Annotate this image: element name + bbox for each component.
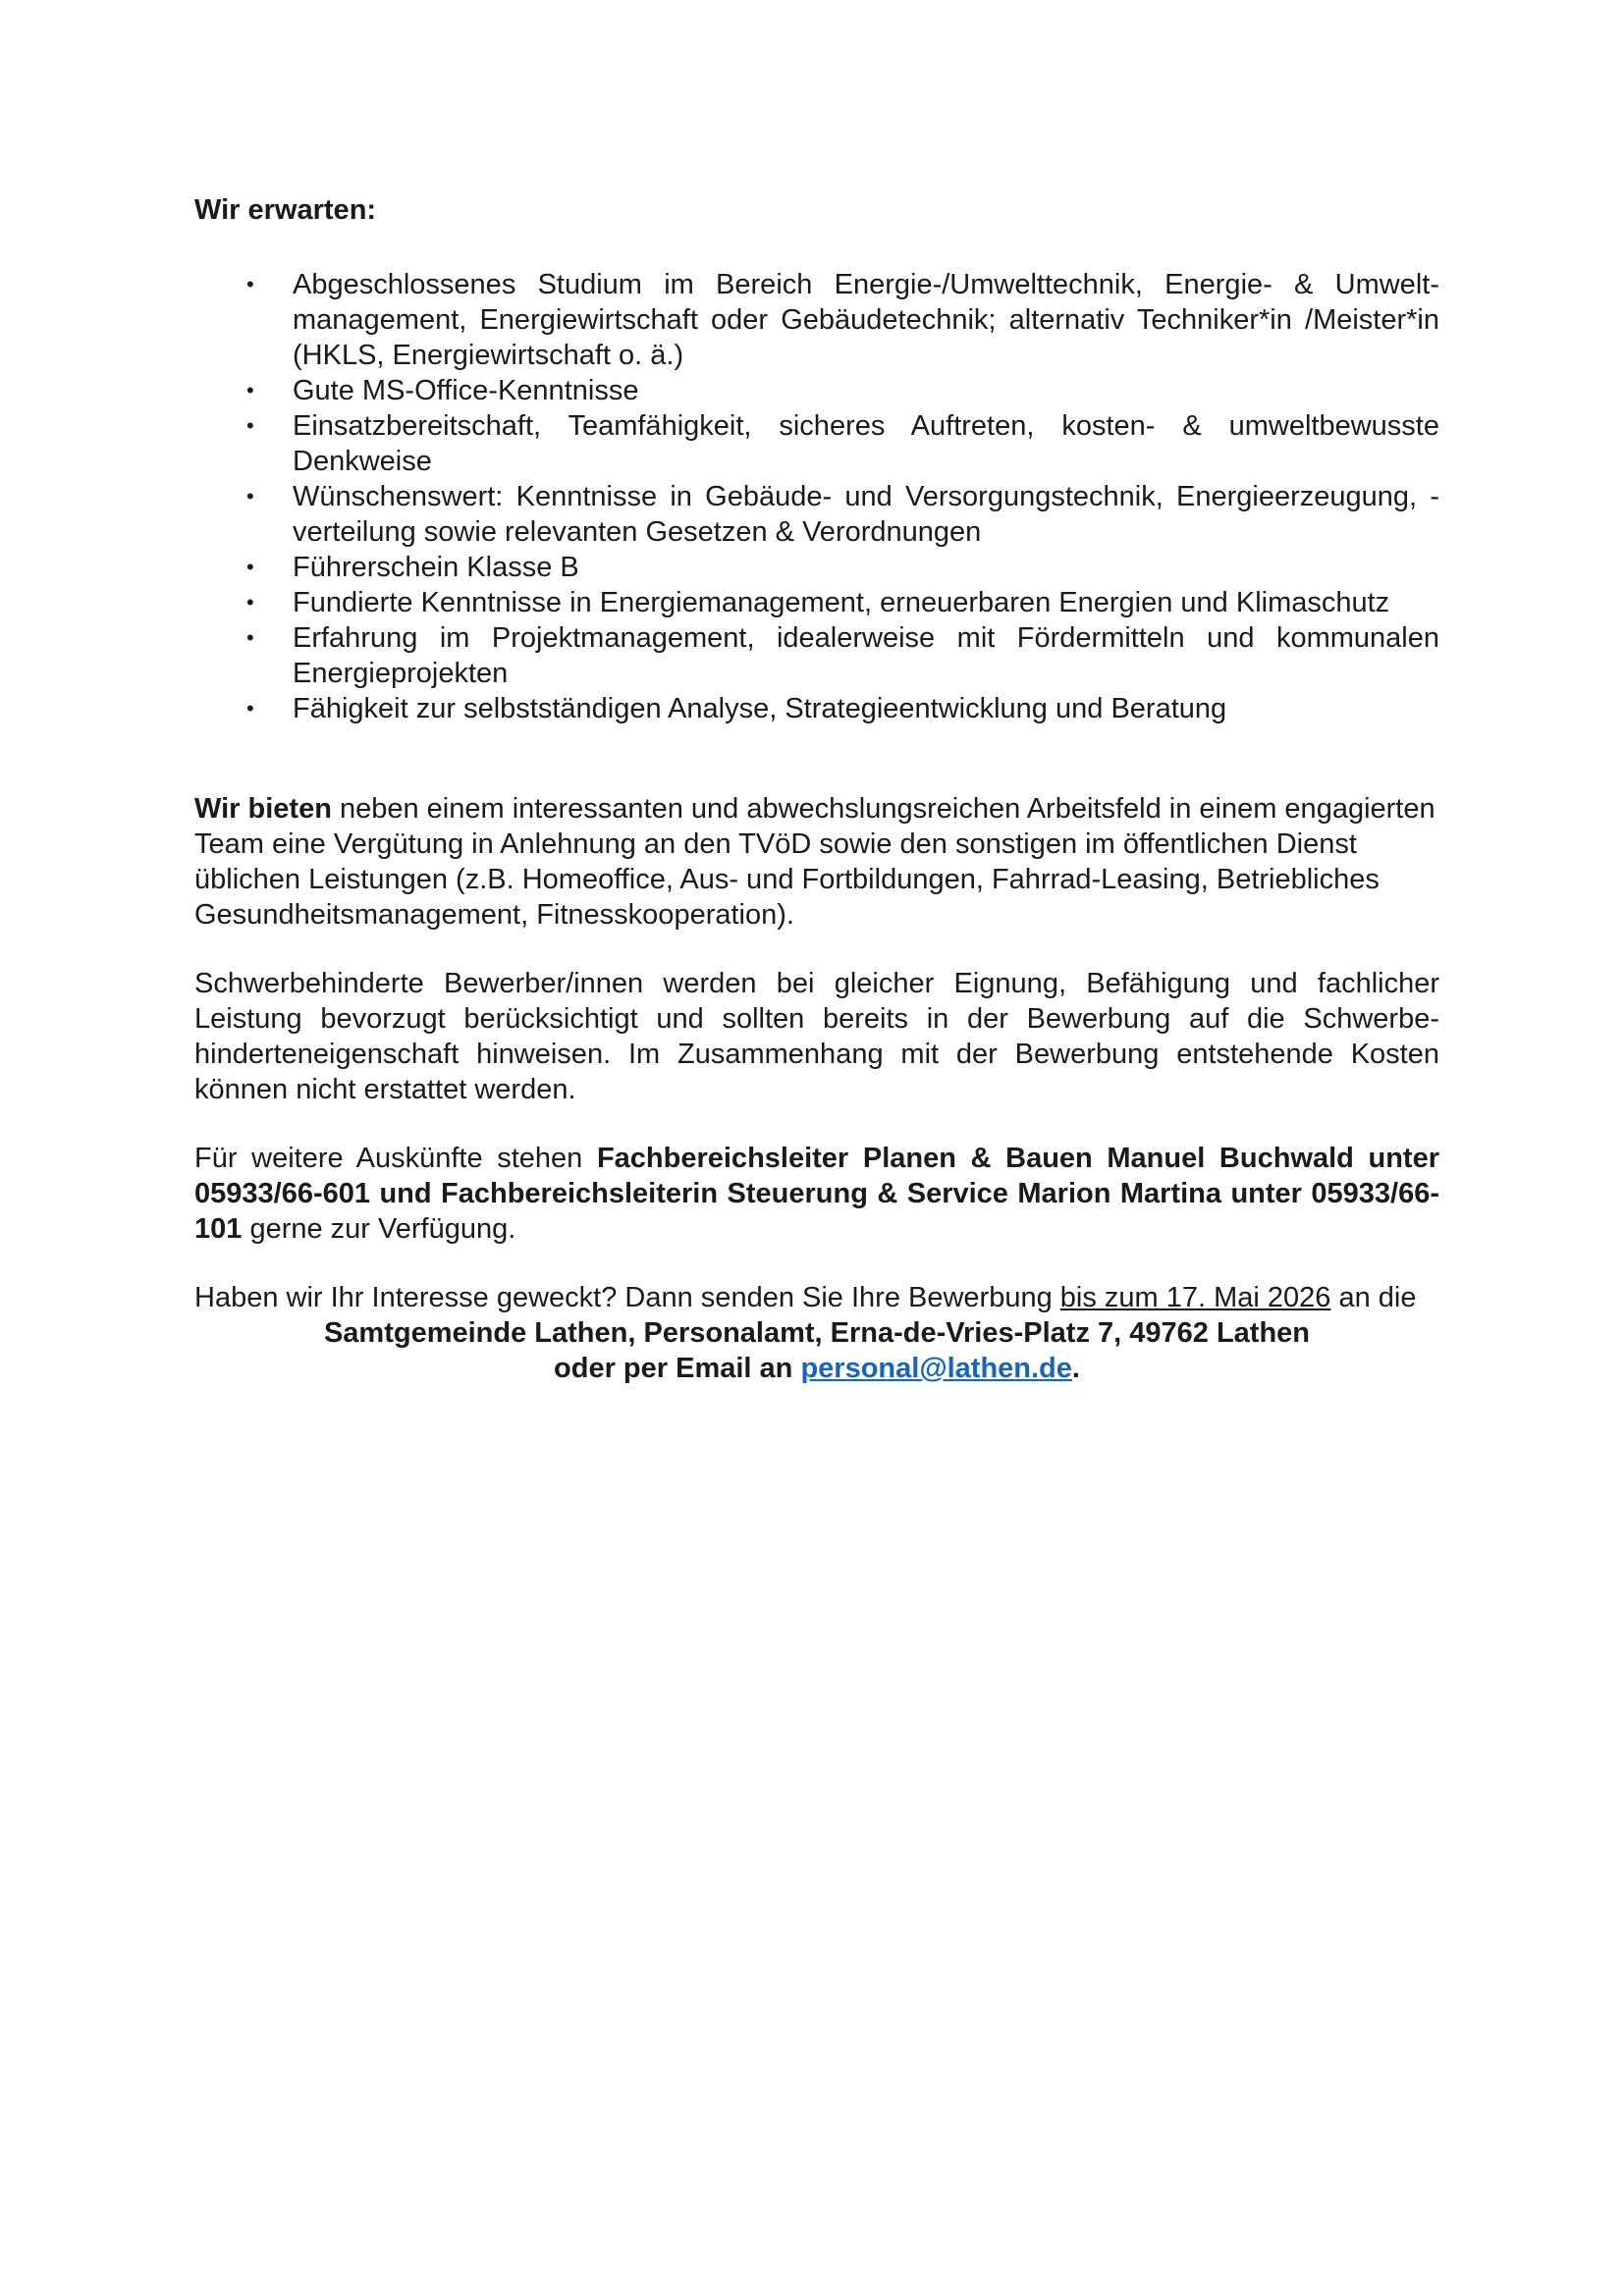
bullet-icon: • (246, 696, 254, 721)
bullet-icon: • (246, 378, 254, 402)
bullet-icon: • (246, 555, 254, 579)
list-item: • Fähigkeit zur selbstständigen Analyse, Strategieentwicklung und Beratung (246, 693, 1227, 724)
offer-text: neben einem interessanten und abwechslungsreichen Arbeitsfeld in einem engagierten Team eine Vergütung in Anlehnung an den TVöD sowie den sonstigen im öffentlichen Dienst üblichen Leistungen (z.B. Homeoffice, Aus- und Fortbildungen, Fahrrad-Leasing, Betriebliches Gesundheitsmanagement, Fitnesskooperation). (194, 793, 1435, 931)
offer-lead: Wir bieten (194, 793, 332, 825)
bullet-icon: • (246, 272, 254, 296)
bullet-icon: • (246, 590, 254, 614)
list-item: • Abgeschlossenes Studium im Bereich Energie-/Umwelttechnik, Energie- & Umweltmanagement, Energiewirtschaft oder Gebäudetechnik; alternativ Techniker*in /Meister*in (HKLS, Energiewirtschaft o. ä.) (246, 269, 1439, 371)
document-content (194, 192, 1439, 1386)
postal-address: Samtgemeinde Lathen, Personalamt, Erna-de-Vries-Platz 7, 49762 Lathen (323, 1317, 1311, 1349)
list-item: • Erfahrung im Projektmanagement, idealerweise mit Fördermitteln und kommunalen Energieprojekten (246, 622, 1439, 689)
email-line: oder per Email an personal@lathen.de. (554, 1353, 1080, 1384)
expectations-heading: Wir erwarten: (194, 194, 377, 226)
expectations-list (194, 267, 1439, 726)
application-deadline: bis zum 17. Mai 2026 (1059, 1282, 1331, 1313)
list-item: • Einsatzbereitschaft, Teamfähigkeit, sicheres Auftreten, kosten- & umweltbewusste Denkweise (246, 410, 1439, 477)
application-paragraph: Haben wir Ihr Interesse geweckt? Dann senden Sie Ihre Bewerbung bis zum 17. Mai 2026 an die (194, 1282, 1417, 1313)
email-link[interactable]: personal@lathen.de (800, 1353, 1072, 1384)
bullet-icon: • (246, 484, 254, 508)
list-item: • Gute MS-Office-Kenntnisse (246, 375, 639, 406)
disability-note: Schwerbehinderte Bewerber/innen werden bei gleicher Eignung, Befähigung und fachlicher Leistung bevorzugt berücksichtigt und sollten bereits in der Bewerbung auf die Schwerbehinderteneigenschaft hinweisen. Im Zusammenhang mit der Bewerbung entstehende Kosten können nicht erstattet werden. (194, 968, 1439, 1105)
list-item: • Führerschein Klasse B (246, 552, 579, 583)
contact-persons: Fachbereichsleiter Planen & Bauen Manuel Buchwald unter 05933/66-601 und Fachbereichsleiterin Steuerung & Service Marion Martina unter 05933/66-101 (194, 1143, 1439, 1245)
contact-paragraph: Für weitere Auskünfte stehen Fachbereichsleiter Planen & Bauen Manuel Buchwald unter 05933/66-601 und Fachbereichsleiterin Steuerung & Service Marion Martina unter 05933/66-101 gerne zur Verfügung. (194, 1143, 1439, 1245)
list-item: • Fundierte Kenntnisse in Energiemanagement, erneuerbaren Energien und Klimaschutz (246, 587, 1390, 618)
offer-paragraph (194, 791, 1439, 933)
bullet-icon: • (246, 413, 254, 438)
list-item: • Wünschenswert: Kenntnisse in Gebäude- und Versorgungstechnik, Energieerzeugung, -verteilung sowie relevanten Gesetzen & Verordnungen (246, 481, 1439, 548)
bullet-icon: • (246, 625, 254, 650)
